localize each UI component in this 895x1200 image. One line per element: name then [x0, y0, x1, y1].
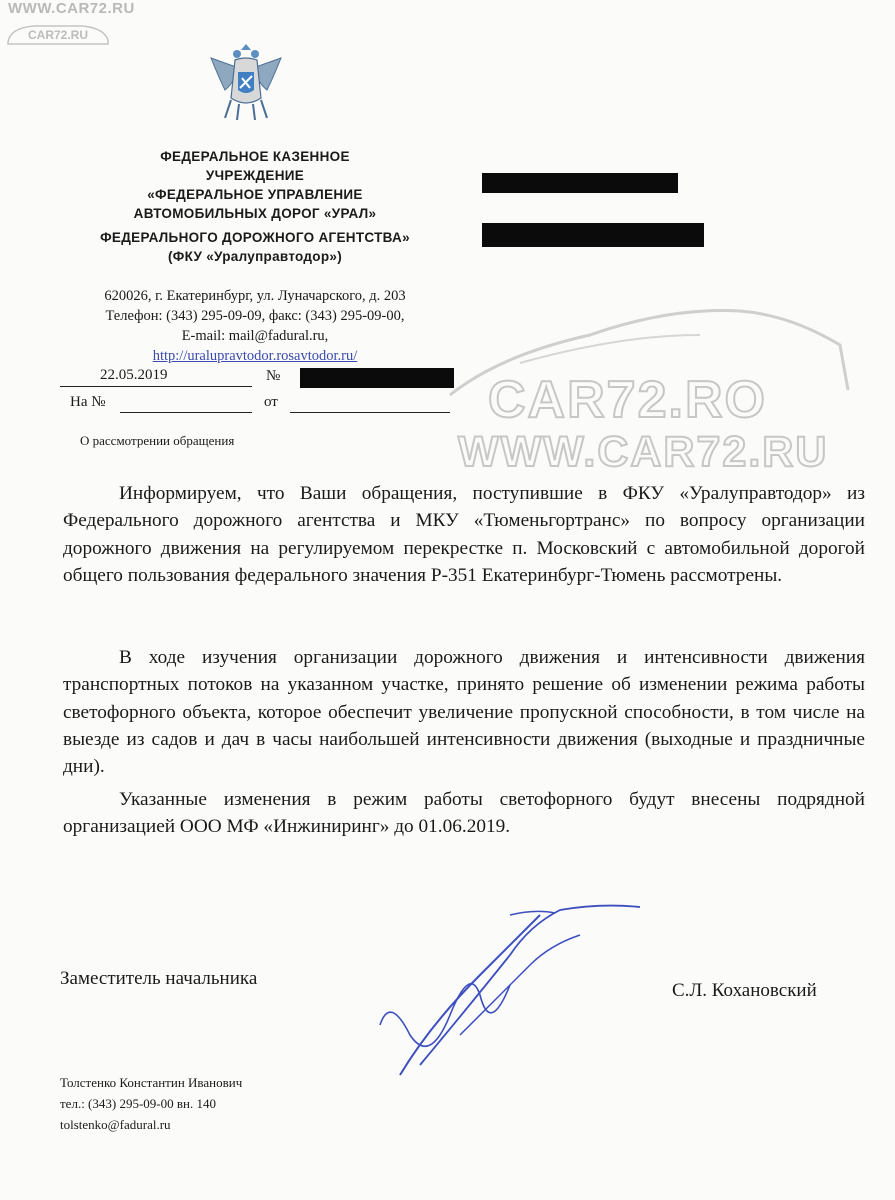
body-paragraph: Информируем, что Ваши обращения, поступившие в ФКУ «Уралуправтодор» из Федерального дорожного агентства и МКУ «Тюменьгортранс» по вопросу организации дорожного движения на регулируемом перекрестке п. Московский с автомобильной дорогой общего пользования федерального значения Р-351 Екатеринбург-Тюмень рассмотрены.	[63, 483, 865, 586]
website-link[interactable]: http://uralupravtodor.rosavtodor.ru/	[152, 348, 358, 364]
letter-subject: О рассмотрении обращения	[80, 433, 235, 448]
recipient-redaction	[482, 173, 678, 193]
recipient-redaction	[482, 223, 704, 247]
number-label: №	[266, 368, 281, 384]
address-line: 620026, г. Екатеринбург, ул. Луначарского, д. 203	[104, 288, 406, 304]
watermark-badge-icon	[4, 20, 112, 46]
org-line: ФЕДЕРАЛЬНОЕ КАЗЕННОЕ	[160, 149, 350, 164]
org-address	[60, 286, 450, 366]
org-line: АВТОМОБИЛЬНЫХ ДОРОГ «УРАЛ»	[133, 206, 377, 221]
watermark-badge-text: CAR72.RU	[27, 28, 89, 42]
signatory-name: С.Л. Кохановский	[672, 980, 817, 1001]
number-redaction	[300, 368, 454, 388]
date-underline	[60, 386, 252, 387]
org-line: (ФКУ «Уралуправтодор»)	[168, 249, 342, 264]
watermark-url-text: WWW.CAR72.RU	[458, 428, 829, 476]
signatory-title: Заместитель начальника	[60, 968, 258, 989]
phone-line: Телефон: (343) 295-09-09, факс: (343) 295-09-00,	[105, 308, 405, 324]
executor-phone: тел.: (343) 295-09-00 вн. 140	[60, 1096, 216, 1111]
org-line: ФЕДЕРАЛЬНОГО ДОРОЖНОГО АГЕНТСТВА»	[100, 230, 410, 245]
email-line: E-mail: mail@fadural.ru,	[181, 328, 329, 344]
executor-name: Толстенко Константин Иванович	[60, 1075, 243, 1090]
org-line: «ФЕДЕРАЛЬНОЕ УПРАВЛЕНИЕ	[147, 187, 363, 202]
eagle-emblem-icon	[205, 38, 287, 124]
from-label: от	[264, 394, 278, 410]
org-line: УЧРЕЖДЕНИЕ	[205, 168, 305, 183]
watermark-big-text: CAR72.RO	[488, 371, 767, 429]
executor-block	[60, 1072, 242, 1135]
from-underline	[290, 412, 450, 413]
executor-email: tolstenko@fadural.ru	[60, 1117, 171, 1132]
letter-date: 22.05.2019	[100, 367, 168, 383]
handwritten-signature-icon	[360, 895, 660, 1095]
body-paragraph: Указанные изменения в режим работы светофорного будут внесены подрядной организацией ООО МФ «Инжиниринг» до 01.06.2019.	[63, 789, 865, 838]
on-number-underline	[120, 412, 252, 413]
on-number-label: На №	[70, 394, 106, 410]
watermark-top-text: WWW.CAR72.RU	[8, 0, 135, 17]
body-paragraph: В ходе изучения организации дорожного движения и интенсивности движения транспортных потоков на указанном участке, принято решение об изменении режима работы светофорного объекта, которое обеспечит увеличение пропускной способности, в том числе на выезде из садов и дач в часы наибольшей интенсивности движения (выходные и праздничные дни).	[63, 647, 865, 778]
org-name	[60, 147, 450, 266]
